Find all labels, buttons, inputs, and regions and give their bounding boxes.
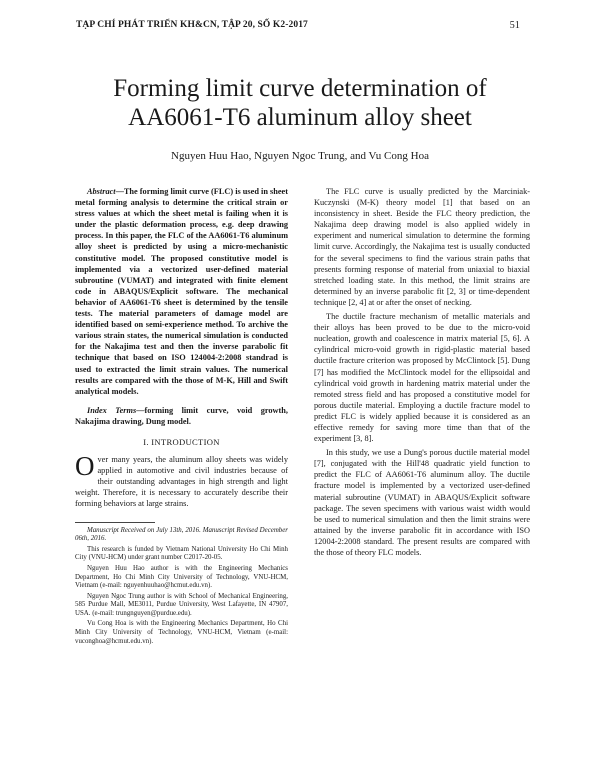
abstract-label: Abstract: [87, 187, 116, 196]
footnote-funding: This research is funded by Vietnam National University Ho Chi Minh City (VNU-HCM) under grant number C2017-20-05.: [75, 545, 288, 562]
intro-text: ver many years, the aluminum alloy sheets was widely applied in automotive and civil industries because of their outstanding advantages in high strength and light weight. Therefore, it is necessary to accurately describe their forming behaviors at large strains.: [75, 455, 288, 509]
index-terms-text: —forming limit curve, void growth, Nakajima drawing, Dung model.: [75, 405, 288, 426]
author-list: Nguyen Huu Hao, Nguyen Ngoc Trung, and Vu Cong Hoa: [171, 150, 429, 162]
body-paragraph-2: The ductile fracture mechanism of metallic materials and their alloys has been proved to be due to the micro-void nucleation, growth and coalescence in matrix material [5, 6]. A cylindrical micro-void growth in rigid-plastic material based ductile fracture criterion was proposed by McClintock [5]. Dung [7] has modified the McClintock model for the ellipsoidal and cylindrical void growth in hardening matrix material under the remoted stress field and has proposed a constitutive model for porous ductile material. Employing a ductile fracture model to predict FLC is widely applied because it is considered as an effective remedy for saving more time than that of the experiment [3, 8].: [314, 312, 530, 444]
body-paragraph-1: The FLC curve is usually predicted by the Marciniak-Kuczynski (M-K) theory model [1] that based on an inconsistency in sheet. Beside the FLC theory prediction, the Nakajima deep drawing model is also applied widely in experiment and numerical simulation to determine the forming limit curve. Accordingly, the Nakajima test is usually conducted for the several specimens to find the various strain paths that presents forming response of material from uniaxial to biaxial stretched loading state. In this method, the limit strains are determined by an inverse parabolic fit [2, 3] or time-dependent technique [2, 4] at or after the onset of necking.: [314, 187, 530, 307]
page-number: 51: [509, 20, 520, 31]
right-column: [314, 186, 530, 558]
footnote-divider: [75, 522, 155, 523]
drop-cap: O: [75, 451, 95, 482]
abstract: [75, 186, 288, 397]
footnote-received: Manuscript Received on July 13th, 2016. Manuscript Revised December 06th, 2016.: [75, 526, 288, 543]
intro-paragraph: [75, 451, 288, 509]
journal-name: TẠP CHÍ PHÁT TRIỂN KH&CN, TẬP 20, SỐ K2-2017: [76, 20, 308, 30]
section-heading-introduction: I. INTRODUCTION: [143, 436, 220, 447]
footnote-author-3: Vu Cong Hoa is with the Engineering Mechanics Department, Ho Chi Minh City University of Technology, VNU-HCM, Vietnam (e-mail: vuconghoa@hcmut.edu.vn).: [75, 620, 288, 645]
footnote-author-2: Nguyen Ngoc Trung author is with School of Mechanical Engineering, 585 Purdue Mall, ME3011, Purdue University, West Lafayette, IN 47907, USA. (e-mail: trungnguyen@purdue.edu).: [75, 592, 288, 617]
index-terms: [75, 405, 288, 427]
title-line-1: Forming limit curve determination of: [113, 75, 487, 102]
footnote-author-1: Nguyen Huu Hao author is with the Engineering Mechanics Department, Ho Chi Minh City University of Technology, VNU-HCM, Vietnam (e-mail: nguyenhuuhao@hcmut.edu.vn).: [75, 564, 288, 590]
left-column: [75, 186, 288, 646]
paper-title: [40, 74, 560, 132]
abstract-text: —The forming limit curve (FLC) is used in sheet metal forming analysis to determine the critical strain or stress values at which the sheet metal is failing when it is under the plastic deformation process, e.g. deep drawing process. In this paper, the FLC of the AA6061-T6 aluminum alloy sheet is predicted by using a micro-mechanistic constitutive model. The proposed constitutive model is implemented via a vectorized user-defined material subroutine (VUMAT) and integrated with finite element code in ABAQUS/Explicit software. The mechanical behavior of AA6061-T6 sheet is determined by the tensile tests. The material parameters of damage model are identified based on semi-experience method. To archive the various strain states, the numerical simulation is conducted for the Nakajima test and then the inverse parabolic fit technique that based on ISO 124004-2:2008 standrad is used to extracted the limit strain values. The numerical results are compared with the those of M-K, Hill and Swift analytical models.: [75, 187, 288, 396]
index-terms-label: Index Terms: [87, 405, 137, 415]
title-line-2: AA6061-T6 aluminum alloy sheet: [128, 104, 472, 131]
body-paragraph-3: In this study, we use a Dung's porous ductile material model [7], conjugated with the Hill'48 quadratic yield function to predict the FLC of AA6061-T6 aluminum alloy. The ductile fracture model is implemented by a vectorized user-defined material subroutine (VUMAT) in ABAQUS/Explicit software package. The seven specimens with various waist width would be used to numerical simulation and then the limit strains were attained by the inverse parabolic fit in accordance with ISO 12004-2:2008 standard. The present results are compared with the those of theory FLC models.: [314, 448, 530, 557]
